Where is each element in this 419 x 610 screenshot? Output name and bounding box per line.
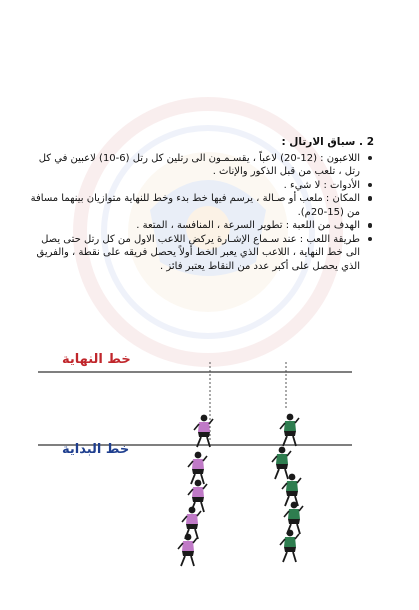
- section-title: سباق الارتال :: [281, 136, 356, 148]
- section-number: 2 .: [359, 136, 374, 148]
- list-item-equipment: الأدوات : لا شيء .: [24, 179, 360, 193]
- start-line-label: خط البداية: [62, 442, 130, 457]
- runner-right-3: [282, 474, 301, 506]
- list-item-place: المكان : ملعب أو صـالة ، يرسم فيها خط بدء وخط للنهاية متوازيان بينهما مسافة من (15-20م).: [24, 192, 360, 219]
- team-right: [272, 414, 303, 562]
- list-item-goal: الهدف من اللعبة : تطوير السرعة ، المنافسة ، المتعة .: [24, 219, 360, 233]
- runner-left-4: [182, 507, 201, 539]
- runner-right-2: [272, 447, 291, 479]
- list-item-players: اللاعبون : (12-20) لاعباً ، يقسـمـون الى رتلين كل رتل (6-10) لاعبين في كل رتل ، تلعب من قبل الذكور والإناث .: [24, 152, 360, 179]
- finish-line-label: خط النهاية: [62, 352, 131, 367]
- runner-right-1: [280, 414, 299, 446]
- runner-right-5: [280, 530, 299, 562]
- list-item-method: طريقة اللعب : عند سـماع الإشـارة يركض اللاعب الاول من كل رتل حتى يصل الى خط النهاية ، اللاعب الذي يعبر الخط أولاً يحصل فريقه على نقطة ، والفريق الذي يحصل على أكبر عدد من النقاط يعتبر فائز .: [24, 233, 360, 274]
- runner-left-5: [178, 534, 197, 566]
- runner-right-4: [284, 502, 303, 534]
- runner-left-2: [188, 452, 207, 484]
- team-left: [178, 415, 213, 566]
